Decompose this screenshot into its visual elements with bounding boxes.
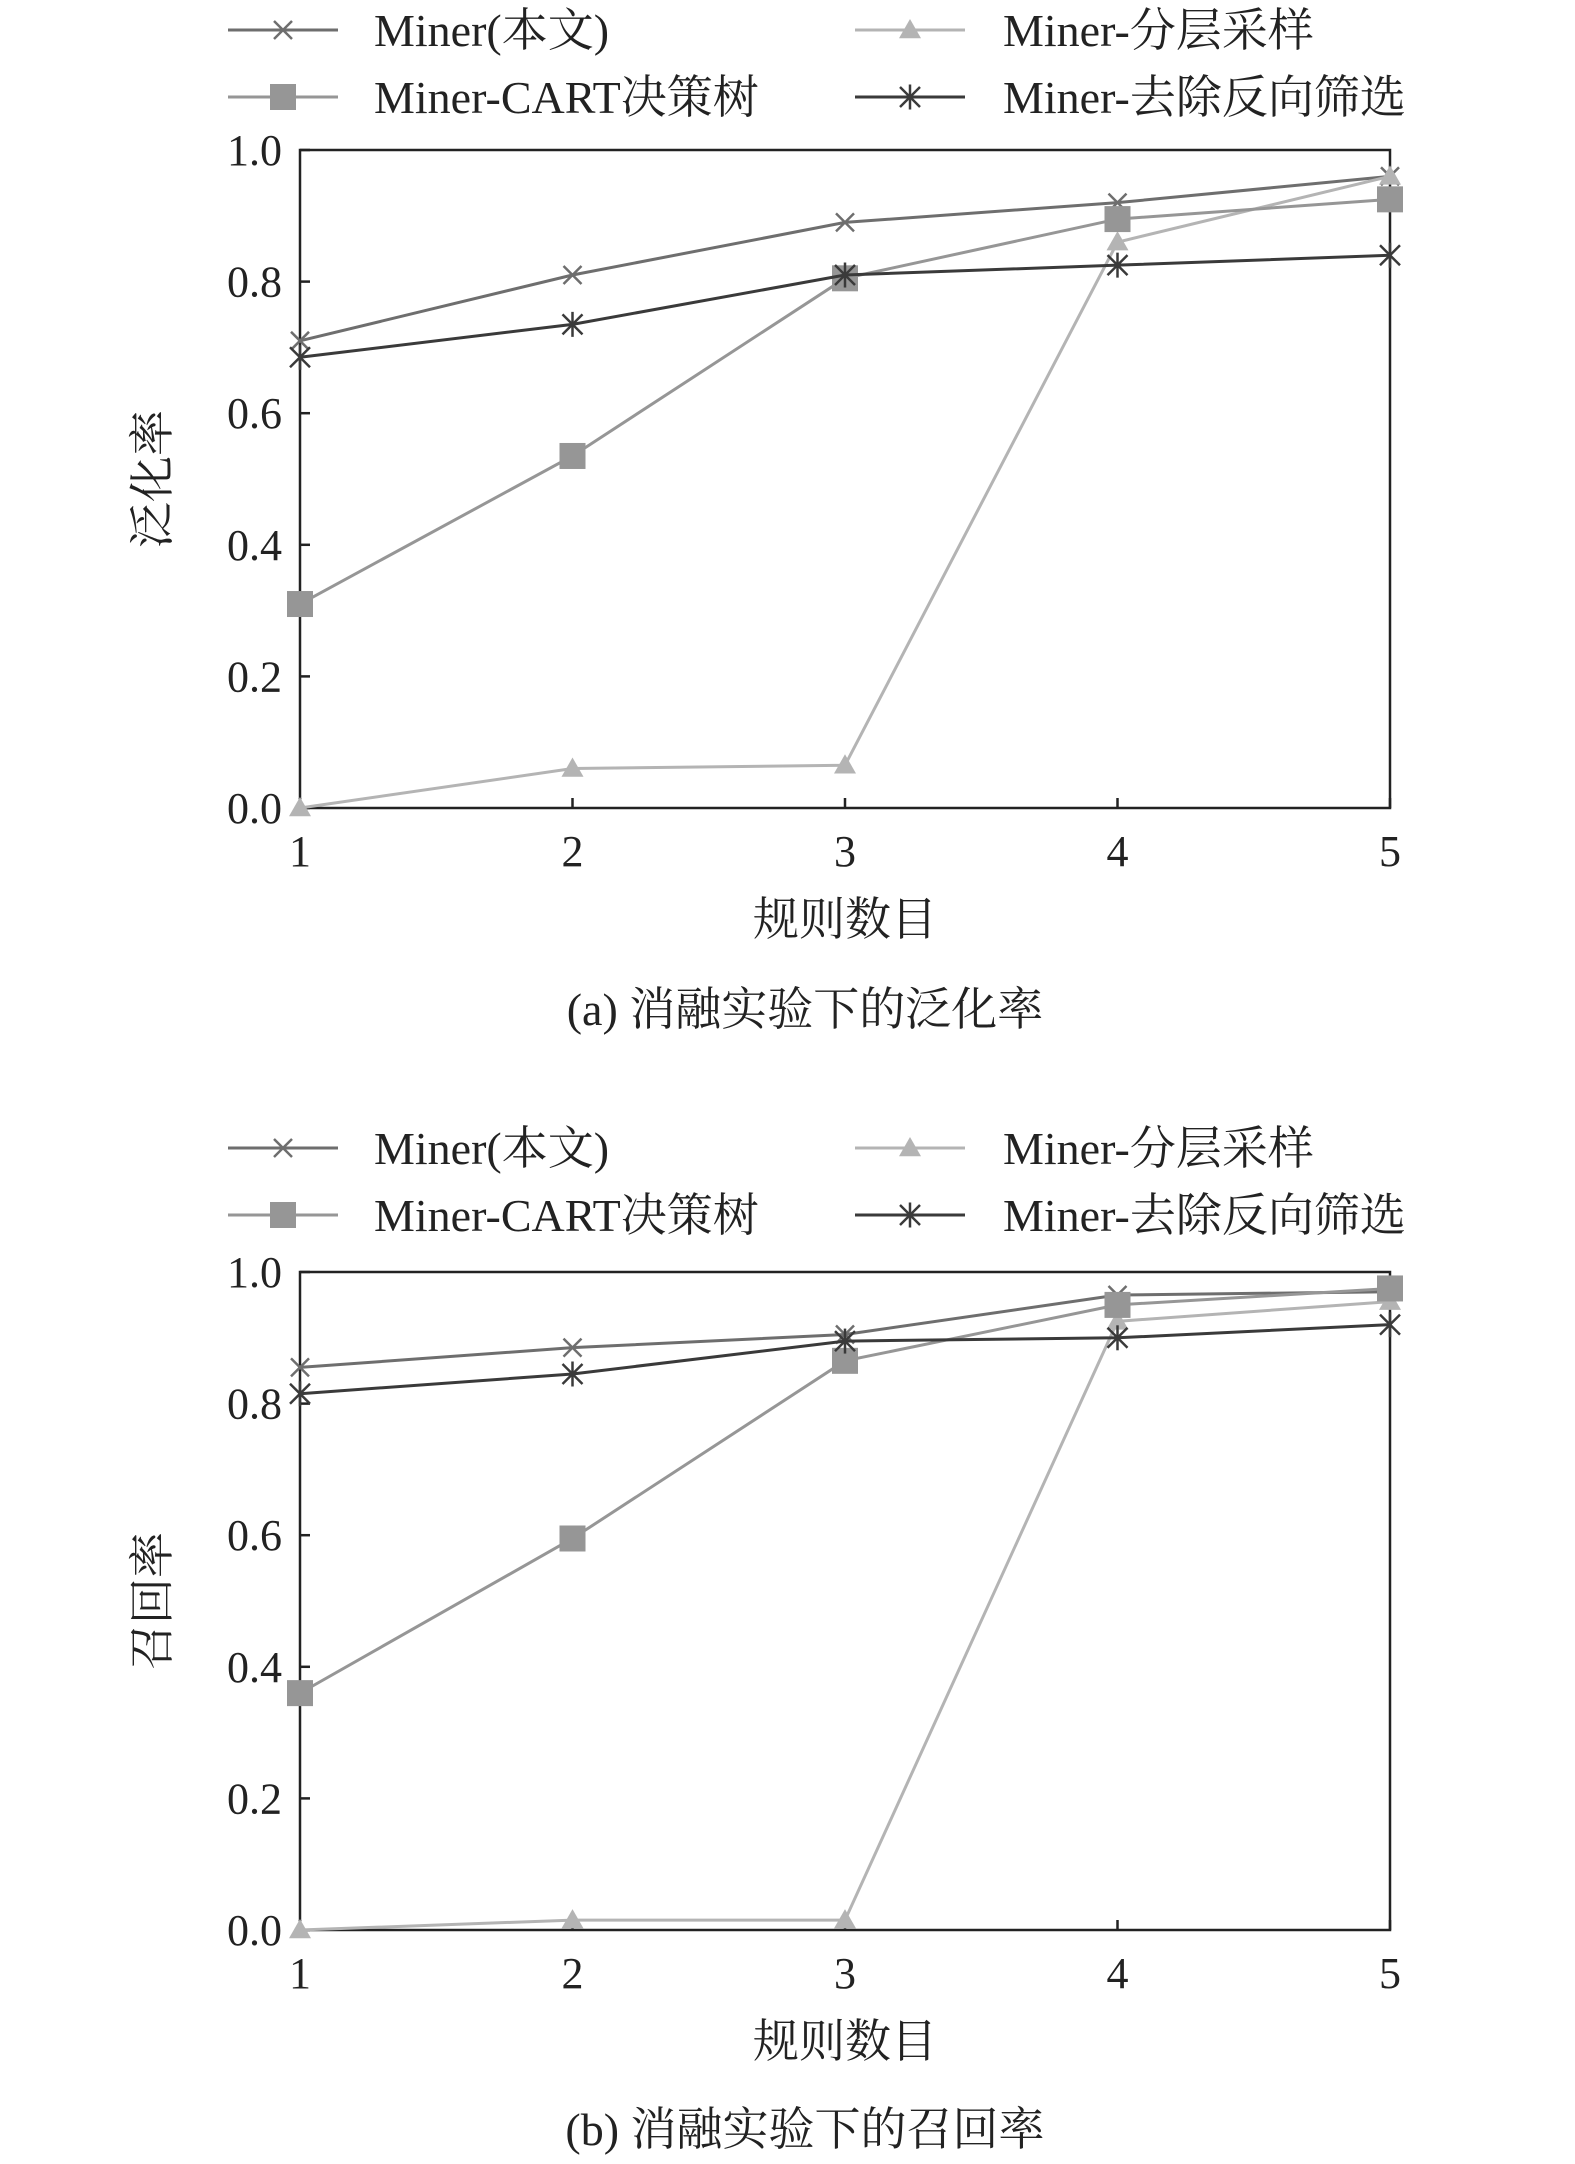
data-point	[1377, 186, 1403, 212]
legend-item	[855, 1190, 1406, 1241]
legend	[228, 5, 1406, 123]
y-axis	[227, 1248, 310, 1955]
data-point	[1377, 1275, 1403, 1301]
marker-shape	[1377, 1275, 1403, 1301]
legend-item	[228, 1123, 609, 1174]
x-tick-label: 3	[834, 827, 856, 876]
figure-caption: (b) 消融实验下的召回率	[565, 2104, 1045, 2155]
series-line	[300, 176, 1390, 341]
x-tick-label: 5	[1379, 1949, 1401, 1998]
data-point	[287, 591, 313, 617]
y-tick-label: 0.2	[227, 1774, 282, 1824]
legend-marker	[270, 84, 296, 110]
legend-item	[855, 72, 1406, 123]
legend-label: Miner-分层采样	[1003, 1123, 1314, 1174]
y-axis-title: 召回率	[127, 1532, 178, 1670]
series-group	[287, 1275, 1403, 1938]
legend-item	[228, 5, 609, 56]
series-line	[300, 1302, 1390, 1930]
x-tick-label: 5	[1379, 827, 1401, 876]
marker-shape	[270, 1202, 296, 1228]
y-tick-label: 0.0	[227, 784, 282, 833]
figure-caption: (a) 消融实验下的泛化率	[566, 984, 1044, 1035]
marker-shape	[270, 84, 296, 110]
marker-shape	[287, 1680, 313, 1706]
plot-frame	[300, 150, 1390, 808]
x-tick-label: 1	[289, 1949, 311, 1998]
x-tick-label: 4	[1106, 1949, 1129, 1998]
marker-shape	[1105, 1292, 1131, 1318]
data-point	[287, 1680, 313, 1706]
marker-shape	[1105, 206, 1131, 232]
x-tick-label: 1	[289, 827, 311, 876]
legend-item	[855, 5, 1314, 56]
legend-label: Miner-分层采样	[1003, 5, 1314, 56]
x-axis	[289, 798, 1401, 876]
y-tick-label: 0.4	[227, 520, 282, 570]
y-tick-label: 1.0	[227, 126, 282, 175]
series-group	[287, 165, 1403, 816]
series-2	[287, 186, 1403, 617]
y-tick-label: 0.8	[227, 1379, 282, 1429]
legend-label: Miner(本文)	[374, 1123, 610, 1174]
y-tick-label: 0.2	[227, 652, 282, 702]
legend-item	[228, 1190, 759, 1241]
x-axis-title: 规则数目	[753, 894, 937, 945]
x-tick-label: 2	[561, 827, 584, 876]
legend-label: Miner-去除反向筛选	[1003, 1190, 1406, 1241]
y-axis-title: 泛化率	[127, 410, 178, 548]
x-tick-label: 3	[834, 1949, 856, 1998]
data-point	[1105, 1292, 1131, 1318]
y-tick-label: 0.8	[227, 257, 282, 307]
legend-label: Miner-去除反向筛选	[1003, 72, 1406, 123]
x-tick-label: 4	[1106, 827, 1129, 876]
marker-shape	[1377, 186, 1403, 212]
legend-item	[228, 72, 759, 123]
data-point	[1105, 206, 1131, 232]
legend-marker	[270, 1202, 296, 1228]
marker-shape	[560, 1525, 586, 1551]
x-axis	[289, 1920, 1401, 1998]
y-tick-label: 0.6	[227, 389, 282, 439]
series-0	[291, 167, 1399, 350]
chart-generalization-rate	[127, 5, 1406, 1035]
chart-recall-rate	[127, 1123, 1406, 2155]
legend-item	[855, 1123, 1314, 1174]
series-3	[290, 243, 1400, 370]
marker-shape	[560, 443, 586, 469]
y-tick-label: 0.0	[227, 1906, 282, 1955]
data-point	[560, 443, 586, 469]
y-tick-label: 0.6	[227, 1511, 282, 1561]
x-axis-title: 规则数目	[753, 2016, 937, 2067]
data-point	[560, 1525, 586, 1551]
legend-label: Miner-CART决策树	[374, 72, 759, 123]
legend	[228, 1123, 1406, 1241]
y-tick-label: 0.4	[227, 1642, 282, 1692]
y-axis	[227, 126, 310, 833]
legend-label: Miner(本文)	[374, 5, 610, 56]
series-1	[289, 1291, 1401, 1939]
y-tick-label: 1.0	[227, 1248, 282, 1297]
x-tick-label: 2	[561, 1949, 584, 1998]
marker-shape	[287, 591, 313, 617]
legend-label: Miner-CART决策树	[374, 1190, 759, 1241]
